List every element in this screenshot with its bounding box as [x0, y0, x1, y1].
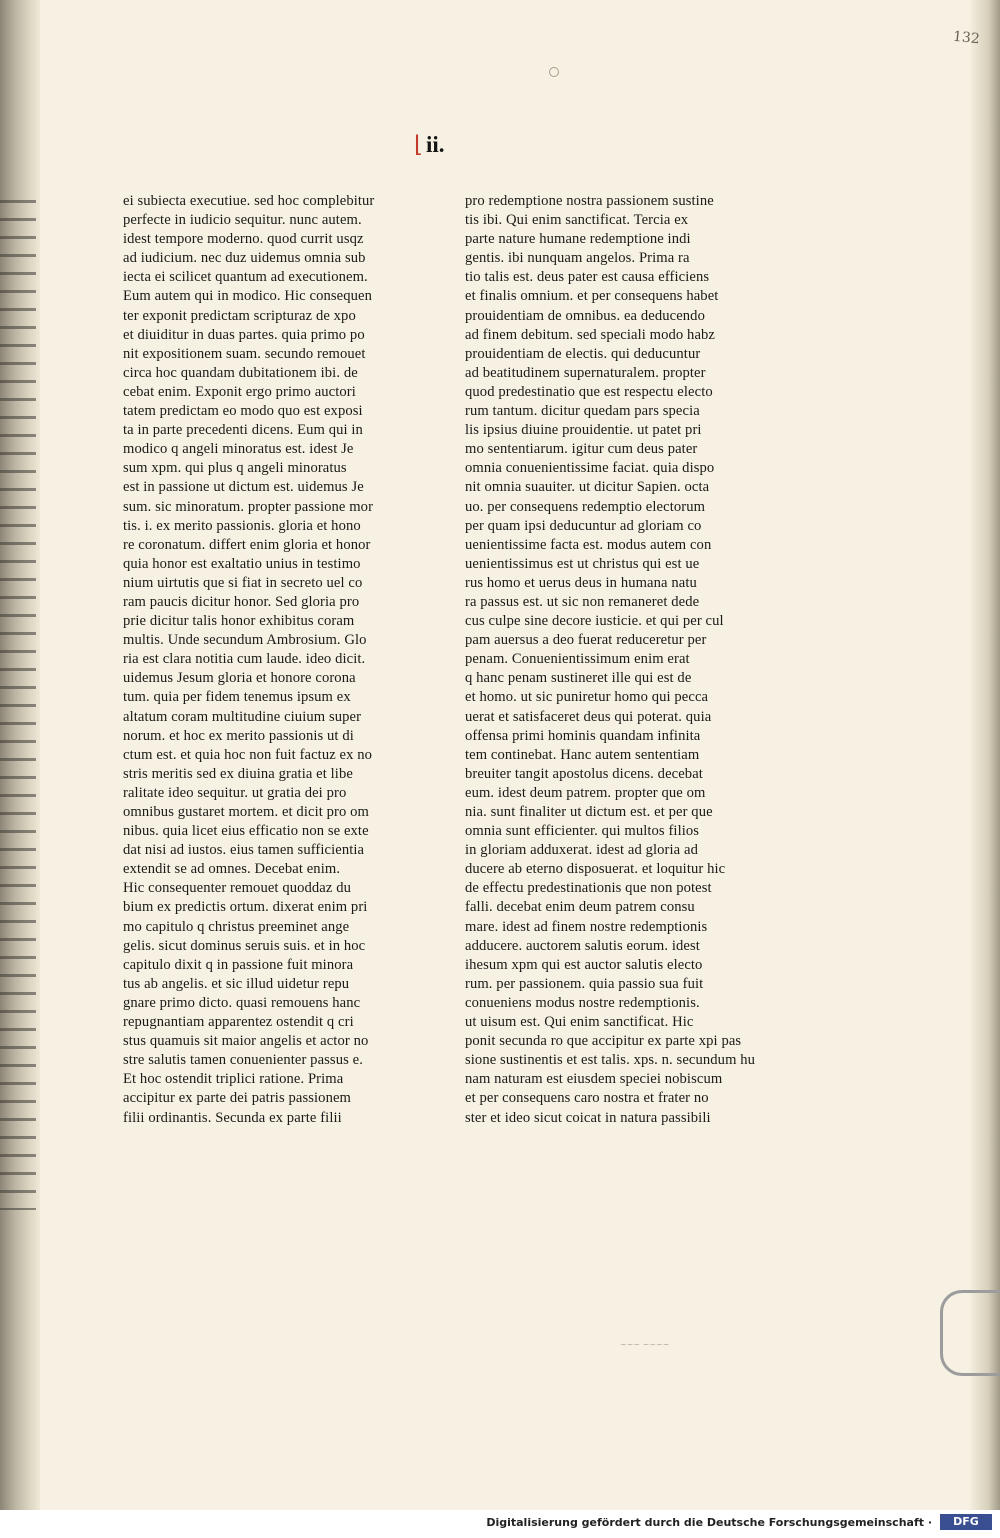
text-line: pam auersus a deo fuerat reduceretur per: [465, 632, 707, 649]
text-line: prouidentiam de electis. qui deducuntur: [465, 345, 701, 362]
text-line: cus culpe sine decore iusticie. et qui per cul: [465, 613, 724, 630]
text-line: Hic consequenter remouet quoddaz du: [123, 880, 351, 897]
text-line: mare. idest ad finem nostre redemptionis: [465, 918, 708, 935]
text-line: parte nature humane redemptione indi: [465, 231, 691, 248]
text-line: capitulo dixit q in passione fuit minora: [123, 956, 354, 973]
text-line: ihesum xpm qui est auctor salutis electo: [465, 956, 703, 973]
text-line: in gloriam adduxerat. idest ad gloria ad: [465, 842, 698, 859]
page-clip: [940, 1290, 1000, 1376]
text-line: prouidentiam de omnibus. ea deducendo: [465, 307, 705, 324]
text-line: modico q angeli minoratus est. idest Je: [123, 441, 354, 458]
text-line: tus ab angelis. et sic illud uidetur repu: [123, 975, 350, 992]
text-line: de effectu predestinationis que non potest: [465, 880, 712, 897]
text-line: nia. sunt finaliter ut dictum est. et per que: [465, 804, 713, 820]
text-line: uenientissimus est ut christus qui est ue: [465, 555, 700, 572]
text-line: Et hoc ostendit triplici ratione. Prima: [123, 1071, 344, 1088]
text-line: sione sustinentis et est talis. xps. n. secundum hu: [465, 1052, 756, 1069]
text-line: q hanc penam sustineret ille qui est de: [465, 670, 692, 687]
folio-number: 132: [952, 28, 981, 48]
running-head-text: ii.: [425, 132, 445, 157]
text-line: ta in parte precedenti dicens. Eum qui in: [123, 422, 363, 439]
right-text-column: [465, 192, 775, 1128]
text-line: omnibus gustaret mortem. et dicit pro om: [123, 804, 369, 820]
text-line: tem continebat. Hanc autem sententiam: [465, 746, 700, 763]
text-line: penam. Conuenientissimum enim erat: [465, 651, 690, 668]
text-line: stre salutis tamen conuenienter passus e.: [123, 1052, 363, 1069]
text-line: gnare primo dicto. quasi remouens hanc: [123, 994, 361, 1011]
text-line: ria est clara notitia cum laude. ideo dicit.: [123, 651, 366, 668]
text-line: gelis. sicut dominus seruis suis. et in hoc: [123, 937, 366, 954]
text-line: ad beatitudinem supernaturalem. propter: [465, 364, 706, 381]
text-line: mo sententiarum. igitur cum deus pater: [465, 441, 698, 458]
text-line: circa hoc quandam dubitationem ibi. de: [123, 364, 358, 381]
text-line: adducere. auctorem salutis eorum. idest: [465, 937, 700, 954]
text-line: stris meritis sed ex diuina gratia et libe: [123, 765, 353, 782]
text-line: stus quamuis sit maior angelis et actor no: [123, 1033, 369, 1050]
text-line: est in passione ut dictum est. uidemus Je: [123, 479, 364, 496]
left-text-column: [123, 192, 413, 1128]
text-line: ralitate ideo sequitur. ut gratia dei pro: [123, 784, 347, 801]
text-line: eum. idest deum patrem. propter que om: [465, 784, 706, 801]
text-line: pro redemptione nostra passionem sustine: [465, 193, 714, 209]
text-line: uidemus Jesum gloria et honore corona: [123, 670, 356, 687]
text-line: quia honor est exaltatio unius in testimo: [123, 555, 361, 572]
text-line: per quam ipsi deducuntur ad gloriam co: [465, 517, 702, 534]
facing-page-text-edge: [0, 200, 36, 1210]
text-line: rum. per passionem. quia passio sua fuit: [465, 975, 704, 992]
text-line: conueniens modus nostre redemptionis.: [465, 994, 700, 1011]
text-line: omnia sunt efficienter. qui multos filios: [465, 823, 700, 840]
text-line: et diuiditur in duas partes. quia primo po: [123, 326, 365, 343]
text-line: offensa primi hominis quandam infinita: [465, 727, 701, 744]
text-line: repugnantiam apparentez ostendit q cri: [123, 1014, 354, 1031]
dfg-logo[interactable]: DFG: [940, 1514, 992, 1530]
text-line: norum. et hoc ex merito passionis ut di: [123, 727, 354, 744]
text-line: uo. per consequens redemptio electorum: [465, 498, 706, 515]
text-line: tio talis est. deus pater est causa efficiens: [465, 269, 710, 286]
text-line: breuiter tangit apostolus dicens. decebat: [465, 765, 703, 782]
text-line: et finalis omnium. et per consequens habet: [465, 288, 719, 305]
text-line: sum. sic minoratum. propter passione mor: [123, 498, 374, 515]
text-line: nit omnia suauiter. ut dicitur Sapien. octa: [465, 479, 710, 496]
running-head: [414, 132, 445, 158]
paper-hole: [549, 67, 559, 77]
page-fore-edge: [970, 0, 1000, 1510]
text-line: nam naturam est eiusdem speciei nobiscum: [465, 1071, 723, 1088]
text-line: extendit se ad omnes. Decebat enim.: [123, 861, 341, 878]
text-line: accipitur ex parte dei patris passionem: [123, 1090, 351, 1107]
text-line: ut uisum est. Qui enim sanctificat. Hic: [465, 1014, 694, 1031]
text-line: perfecte in iudicio sequitur. nunc autem.: [123, 212, 362, 229]
text-line: multis. Unde secundum Ambrosium. Glo: [123, 632, 367, 649]
text-line: quod predestinatio que est respectu electo: [465, 383, 713, 400]
text-line: omnia conuenientissime faciat. quia dispo: [465, 460, 715, 477]
text-line: re coronatum. differt enim gloria et honor: [123, 536, 371, 553]
text-line: nibus. quia licet eius efficatio non se exte: [123, 823, 369, 840]
text-line: ter exponit predictam scripturaz de xpo: [123, 307, 356, 324]
ink-smudge: ∼∽∼ ∽∼∽∼: [620, 1340, 670, 1349]
text-line: ducere ab eterno disposuerat. et loquitur hic: [465, 861, 726, 878]
text-line: Eum autem qui in modico. Hic consequen: [123, 288, 373, 305]
text-line: gentis. ibi nunquam angelos. Prima ra: [465, 250, 690, 267]
text-line: rus homo et uerus deus in humana natu: [465, 574, 697, 591]
text-line: rum tantum. dicitur quedam pars specia: [465, 403, 700, 420]
text-line: cebat enim. Exponit ergo primo auctori: [123, 383, 356, 400]
text-line: idest tempore moderno. quod currit usqz: [123, 231, 364, 248]
text-line: et per consequens caro nostra et frater no: [465, 1090, 709, 1107]
text-line: ad iudicium. nec duz uidemus omnia sub: [123, 250, 366, 267]
digitization-credit: Digitalisierung gefördert durch die Deutsche Forschungsgemeinschaft ·: [486, 1516, 932, 1529]
text-line: nit expositionem suam. secundo remouet: [123, 345, 366, 362]
text-line: altatum coram multitudine ciuium super: [123, 708, 362, 725]
book-gutter: [0, 0, 40, 1510]
text-line: et homo. ut sic puniretur homo qui pecca: [465, 689, 709, 706]
text-line: sum xpm. qui plus q angeli minoratus: [123, 460, 347, 477]
text-line: uenientissime facta est. modus autem con: [465, 536, 712, 553]
text-line: bium ex predictis ortum. dixerat enim pri: [123, 899, 368, 916]
text-line: tatem predictam eo modo quo est exposi: [123, 403, 363, 420]
text-line: tis. i. ex merito passionis. gloria et hono: [123, 517, 361, 534]
text-line: ad finem debitum. sed speciali modo habz: [465, 326, 715, 343]
text-line: mo capitulo q christus preeminet ange: [123, 918, 350, 935]
text-line: ster et ideo sicut coicat in natura passibili: [465, 1109, 711, 1126]
text-line: uerat et satisfaceret deus qui poterat. quia: [465, 708, 712, 725]
text-line: dat nisi ad iustos. eius tamen sufficientia: [123, 842, 365, 859]
text-line: ei subiecta executiue. sed hoc complebitur: [123, 193, 375, 209]
text-line: nium uirtutis que si fiat in secreto uel co: [123, 574, 363, 591]
text-line: ctum est. et quia hoc non fuit factuz ex no: [123, 746, 373, 763]
text-line: prie dicitur talis honor exhibitus coram: [123, 613, 355, 630]
rubric-bracket-icon: ⌊: [414, 132, 423, 157]
text-line: ponit secunda ro que accipitur ex parte xpi pas: [465, 1033, 742, 1050]
text-line: lis ipsius diuine prouidentie. ut patet pri: [465, 422, 702, 439]
text-line: tum. quia per fidem tenemus ipsum ex: [123, 689, 351, 706]
text-line: tis ibi. Qui enim sanctificat. Tercia ex: [465, 212, 689, 229]
text-line: filii ordinantis. Secunda ex parte filii: [123, 1109, 342, 1126]
text-line: iecta ei scilicet quantum ad executionem.: [123, 269, 368, 286]
text-line: falli. decebat enim deum patrem consu: [465, 899, 695, 916]
text-line: ra passus est. ut sic non remaneret dede: [465, 593, 700, 610]
text-line: ram paucis dicitur honor. Sed gloria pro: [123, 593, 360, 610]
